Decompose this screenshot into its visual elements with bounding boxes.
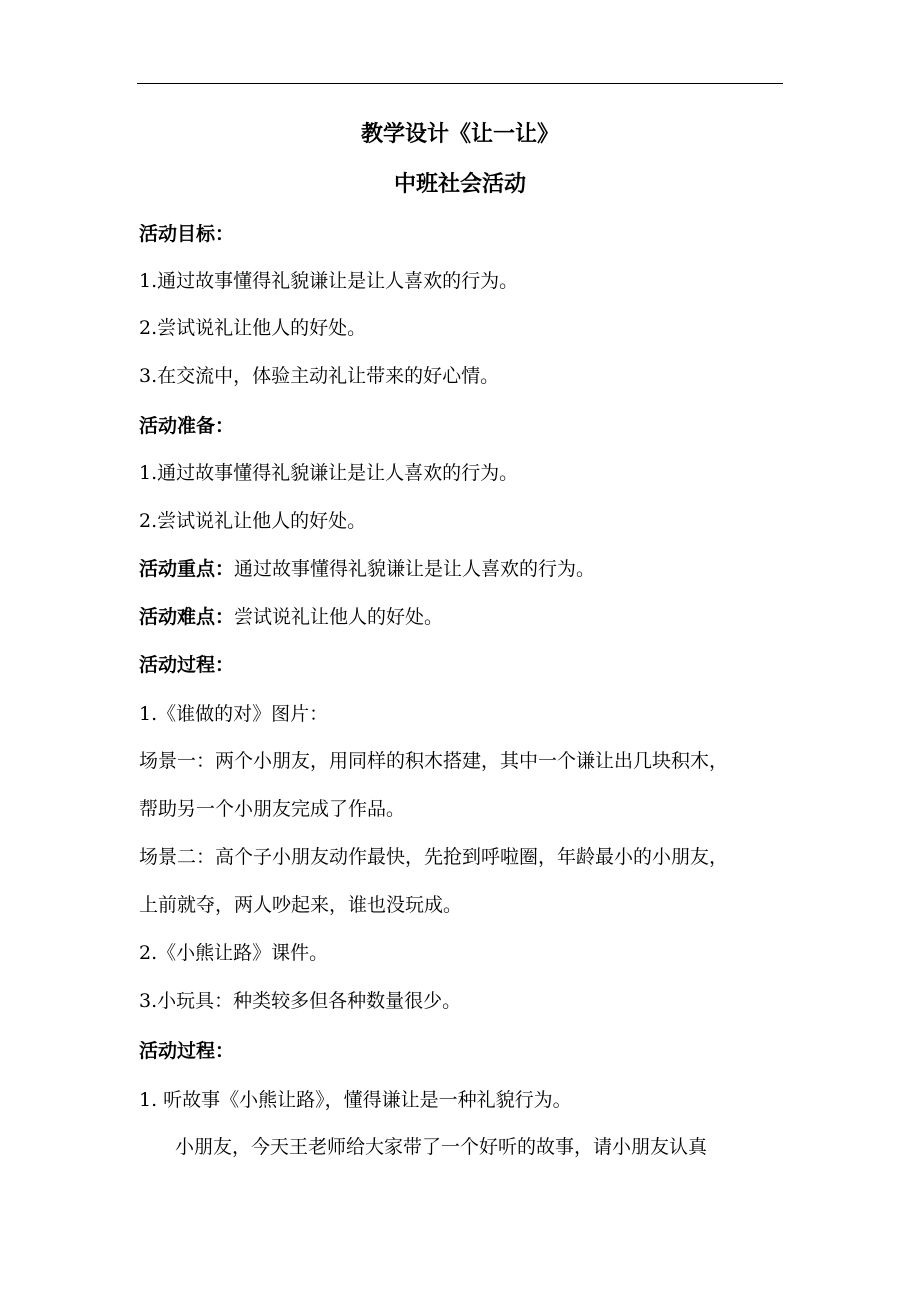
preparation-item: 1.通过故事懂得礼貌谦让是让人喜欢的行为。 (139, 462, 519, 484)
difficulty-label: 活动难点： (139, 606, 235, 628)
process-heading-2: 活动过程： (139, 1040, 235, 1062)
preparation-heading: 活动准备： (139, 415, 235, 437)
key-point-text: 通过故事懂得礼貌谦让是让人喜欢的行为。 (234, 558, 596, 580)
process-line: 场景一：两个小朋友，用同样的积木搭建，其中一个谦让出几块积木， (139, 750, 729, 772)
document-title: 教学设计《让一让》 (360, 122, 559, 147)
process-paragraph: 小朋友，今天王老师给大家带了一个好听的故事，请小朋友认真 (175, 1136, 708, 1158)
header-rule (137, 83, 783, 84)
goal-item: 1.通过故事懂得礼貌谦让是让人喜欢的行为。 (139, 270, 519, 292)
process-line: 1.《谁做的对》图片： (139, 703, 329, 725)
process-step: 1. 听故事《小熊让路》，懂得谦让是一种礼貌行为。 (139, 1089, 572, 1111)
process-line: 2.《小熊让路》课件。 (139, 942, 329, 964)
document-subtitle: 中班社会活动 (393, 172, 526, 197)
key-point (139, 555, 787, 583)
preparation-item: 2.尝试说礼让他人的好处。 (139, 510, 367, 532)
process-line: 场景二：高个子小朋友动作最快，先抢到呼啦圈，年龄最小的小朋友， (139, 846, 729, 868)
process-line: 上前就夺，两人吵起来，谁也没玩成。 (139, 894, 463, 916)
goals-heading: 活动目标： (139, 223, 235, 245)
goal-item: 2.尝试说礼让他人的好处。 (139, 317, 367, 339)
process-heading: 活动过程： (139, 654, 235, 676)
difficulty-text: 尝试说礼让他人的好处。 (234, 606, 444, 628)
goal-item: 3.在交流中，体验主动礼让带来的好心情。 (139, 365, 500, 387)
difficulty (139, 603, 787, 631)
process-line: 帮助另一个小朋友完成了作品。 (139, 798, 406, 820)
process-line: 3.小玩具：种类较多但各种数量很少。 (139, 990, 462, 1012)
key-point-label: 活动重点： (139, 558, 235, 580)
